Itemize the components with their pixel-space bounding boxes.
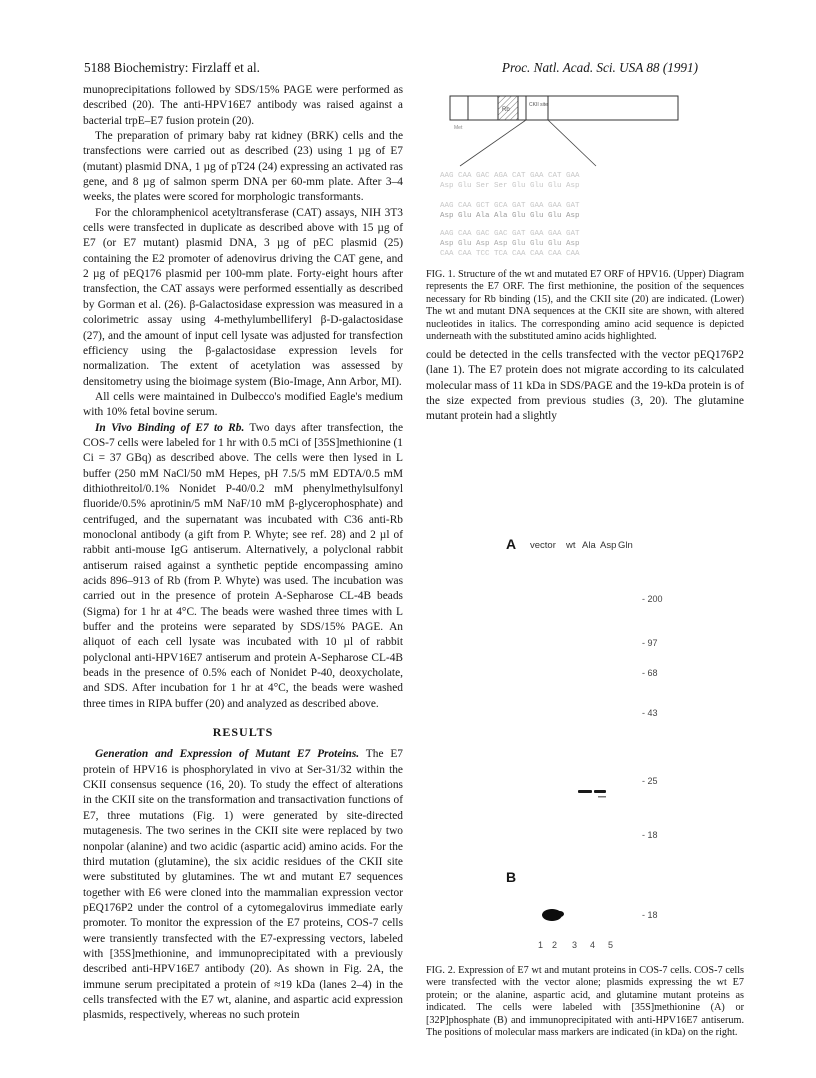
gel-bands — [500, 536, 680, 952]
figure-1 — [436, 92, 686, 260]
dash: - — [642, 594, 648, 604]
panel-b-label: B — [506, 869, 517, 885]
orf-box — [450, 96, 678, 120]
dash: - — [642, 776, 648, 786]
marker-value: 68 — [647, 668, 658, 678]
paragraph: could be detected in the cells transfected with the vector pEQ176P2 (lane 1). The E7 protein does not migrate according to its calculated molecular mass of 11 kDa in SDS/PAGE and the 19-kDa protein is of the size expected from previous studies (3, 20). The glutamine mutant protein had a slightly — [426, 349, 744, 423]
paragraph-text: The E7 protein of HPV16 is phosphorylated in vivo at Ser-31/32 within the CKII consensus sequence (16, 20). To study the effect of alterations in the CKII site on the transformation and transactivation functions of E7, three mutations (Fig. 1) were generated by site-directed mutagenesis. The two serines in the CKII site were replaced by two nonpolar (alanine) and two acidic (aspartic acid) amino acids. For the third mutation (glutamine), the six acidic residues of the CKII site were substituted by glutamines. The wt and mutant E7 sequences together with E6 were cloned into the mammalian expression vector pEQ176P2 under the control of a cytomegalovirus immediate early promoter. To monitor the expression of the E7 proteins, COS-7 cells were transiently transfected with the E7-expressing vectors, labeled with [35S]methionine, and immunoprecipitated with a previously described anti-HPV16E7 antibody (20). As shown in Fig. 2A, the immune serum precipitated a protein of ≈19 kDa (lanes 2–4) in the cells transfected with the E7 wt, alanine, and aspartic acid expression plasmids, respectively, whereas no such protein — [83, 748, 403, 1022]
lane-number: 1 — [538, 940, 544, 950]
paragraph: For the chloramphenicol acetyltransferase (CAT) assays, NIH 3T3 cells were transfected in duplicate as described above with 15 µg of E7 (or E7 mutant) plasmid DNA, 3 µg of pEC plasmid (25) containing the E2 promoter of adenovirus driving the CAT gene, and 2 µg of pEQ176 plasmid per 100-mm plate. Forty-eight hours after transfection, the CAT assays were performed essentially as described by Gorman et al. (26). β-Galactosidase expression was measured in a colorimetric assay using 4-methylumbelliferyl β-D-galactosidase (27), and the amount of input cell lysate was adjusted for transfection efficiency using the β-galactosidase expression levels for normalization. The extent of acetylation was assessed by densitometry using the bioimage system (Bio-Image, Ann Arbor, MI). — [83, 206, 403, 388]
results-heading: RESULTS — [212, 725, 274, 740]
sequence-row: Asp Glu Ala Ala Glu Glu Glu Asp — [440, 212, 580, 220]
header-left: 5188 Biochemistry: Firzlaff et al. — [84, 60, 260, 75]
marker-value: 97 — [647, 638, 658, 648]
section-subheading: Generation and Expression of Mutant E7 Proteins. — [95, 748, 360, 761]
dash: - — [642, 638, 648, 648]
header-right: Proc. Natl. Acad. Sci. USA 88 (1991) — [501, 60, 698, 75]
page-header — [0, 60, 816, 78]
zoom-line-right — [548, 120, 596, 166]
section-subheading: In Vivo Binding of E7 to Rb. — [95, 421, 245, 434]
marker-value: 18 — [647, 830, 658, 840]
left-column — [83, 83, 403, 1024]
sequence-row: AAG CAA GAC AGA CAT GAA CAT GAA — [440, 172, 580, 180]
marker-value: 200 — [647, 594, 663, 604]
dash: - — [642, 668, 648, 678]
dash: - — [642, 708, 648, 718]
band-ala-panel-a — [594, 790, 606, 793]
figure-2-caption: FIG. 2. Expression of E7 wt and mutant proteins in COS-7 cells. COS-7 cells were transfected with the vector alone; plasmids expressing the wt E7 protein; or the alanine, aspartic acid, and glutamine mutant proteins as indicated. The cells were labeled with [35S]methionine (A) or [32P]phosphate (B) and immunoprecipitated with anti-HPV16E7 antiserum. The positions of molecular mass markers are indicated (in kDa) on the right. — [426, 965, 744, 1039]
marker-label — [642, 910, 658, 920]
paragraph: The preparation of primary baby rat kidney (BRK) cells and the transfections were carried out as described (23) using 1 µg of E7 (mutant) plasmid DNA, 1 µg of pT24 (24) expressing an activated ras gene, and 8 µg of salmon sperm DNA per 60-mm plate. After 3–4 weeks, the plates were scored for morphologic transformants. — [83, 130, 403, 204]
lane-number: 4 — [590, 940, 596, 950]
lane-number: 5 — [608, 940, 614, 950]
dash: - — [642, 910, 648, 920]
paragraph: munoprecipitations followed by SDS/15% PAGE were performed as described (20). The anti-HPV16E7 antibody was raised against a bacterial trpE–E7 fusion protein (20). — [83, 84, 403, 127]
paragraph: All cells were maintained in Dulbecco's modified Eagle's medium with 10% fetal bovine serum. — [83, 390, 403, 419]
marker-value: 25 — [647, 776, 658, 786]
marker-value: 18 — [647, 910, 658, 920]
band-asp-panel-a — [598, 796, 606, 798]
sequence-row: AAG CAA GAC GAC GAT GAA GAA GAT — [440, 230, 580, 238]
ckii-site-region — [526, 96, 548, 120]
zoom-line-left — [460, 120, 526, 166]
ckii-label: CKII site — [529, 102, 548, 108]
paragraph-text: Two days after transfection, the COS-7 cells were labeled for 1 hr with 0.5 mCi of [35S]methionine (1 Ci = 37 GBq) as described above. The cells were then lysed in L buffer (250 mM NaCl/50 mM Hepes, pH 7.5/5 mM EDTA/0.5 mM dithiothreitol/0.1% Nonidet P-40/0.2 mM phenylmethylsulfonyl fluoride/0.5% aprotinin/5 mM NaF/10 mM β-glycerophosphate) and centrifuged, and the supernatant was incubated with C36 anti-Rb monoclonal antibody (a gift from P. Whyte; see ref. 28) and 2 µl of rabbit anti-mouse IgG antiserum. Alternatively, a polyclonal rabbit antiserum raised against a synthetic peptide encompassing amino acids 896–913 of Rb (from P. Whyte) was used. The incubation was carried out in the presence of protein A-Sepharose CL-4B beads (Sigma) for 1 hr at 4°C. The beads were washed three times with L buffer and the proteins were separated by SDS/15% PAGE. An aliquot of each cell lysate was incubated with 10 µl of rabbit polyclonal anti-HPV16E7 antiserum and protein A-Sepharose CL-4B beads in the presence of 0.5% each of Nonidet P-40, deoxycholate, and SDS. After incubation for 1 hr at 4°C, the beads were washed three times in RIPA buffer (20) and analyzed as described above. — [83, 421, 403, 710]
band-wt-panel-a — [578, 790, 592, 793]
lane-header-wt: wt — [566, 540, 576, 551]
figure-1-caption: FIG. 1. Structure of the wt and mutated E7 ORF of HPV16. (Upper) Diagram represents the E7 ORF. The first methionine, the position of the sequences necessary for Rb binding (15), and the CKII site (20) are indicated. (Lower) The wt and mutant DNA sequences at the CKII site are shown, with altered nucleotides in italics. The corresponding amino acid sequence is depicted underneath with the substituted amino acids highlighted. — [426, 269, 744, 343]
lane-header-asp: Asp — [600, 540, 617, 551]
sequence-row: AAG CAA GCT GCA GAT GAA GAA GAT — [440, 202, 580, 210]
dash: - — [642, 830, 648, 840]
panel-a-label: A — [506, 536, 517, 552]
sequence-row: CAA CAA TCC TCA CAA CAA CAA CAA — [440, 250, 580, 258]
right-column — [426, 348, 744, 425]
sequence-row: Asp Glu Asp Asp Glu Glu Glu Asp — [440, 240, 580, 248]
rb-label: Rb — [502, 107, 510, 113]
lane-header-ala: Ala — [582, 540, 596, 551]
marker-value: 43 — [647, 708, 658, 718]
lane-number: 2 — [552, 940, 558, 950]
met-label: Met — [454, 125, 463, 131]
paragraph — [83, 421, 403, 713]
figure-2 — [500, 536, 680, 952]
paragraph — [83, 747, 403, 1023]
lane-header-vector: vector — [530, 540, 556, 551]
band-wt-panel-b-tail — [556, 911, 564, 917]
lane-header-gln: Gln — [618, 540, 633, 551]
lane-number: 3 — [572, 940, 578, 950]
sequence-row: Asp Glu Ser Ser Glu Glu Glu Asp — [440, 182, 580, 190]
